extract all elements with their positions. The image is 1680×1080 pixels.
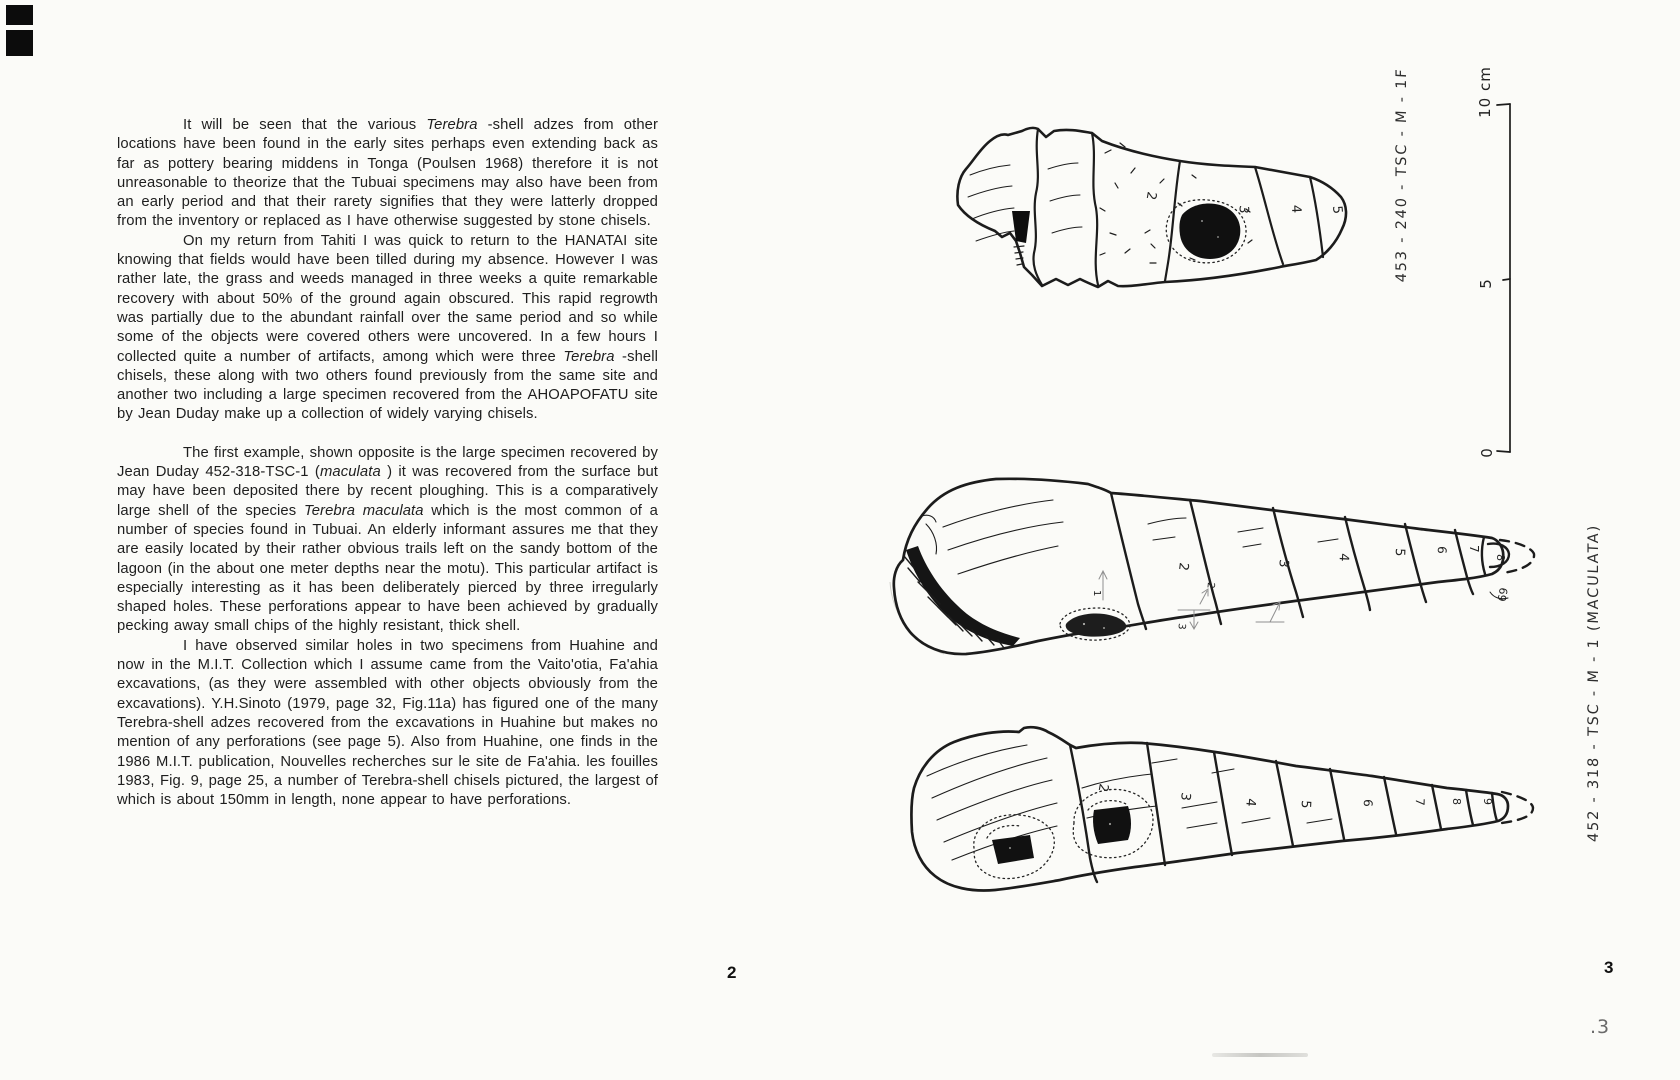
whorl-boundary <box>1384 777 1396 834</box>
scan-edge-mark <box>6 5 33 25</box>
whorl-number: 8 <box>1494 554 1507 561</box>
whorl-boundary <box>1432 785 1441 829</box>
whorl-number: 2 <box>1142 190 1159 202</box>
perforation-hole <box>1093 806 1131 844</box>
suture-line <box>1148 518 1186 524</box>
whorl-number: 2 <box>1175 561 1191 572</box>
pencil-number: 1 <box>1091 590 1102 597</box>
scan-edge-mark <box>6 30 33 56</box>
break-line <box>1092 133 1098 285</box>
whorl-number: 5 <box>1297 799 1313 809</box>
suture-line <box>972 208 1014 219</box>
whorl-boundary <box>1190 500 1221 624</box>
whorl-boundary <box>1276 761 1293 846</box>
scan-smudge <box>1212 1053 1308 1057</box>
specimen-label-bottom: 452 - 318 - TSC - M - 1 (MACULATA) <box>1586 523 1602 843</box>
whorl-boundary <box>1455 530 1473 594</box>
suture-line <box>1082 774 1152 788</box>
shell-figure-bottom <box>852 688 1552 940</box>
suture-line <box>1242 818 1270 823</box>
whorl-number: 3 <box>1177 791 1193 802</box>
whorl-number: 8 <box>1450 798 1463 805</box>
whorl-number: 5 <box>1391 547 1407 557</box>
suture-line <box>948 522 1063 550</box>
shell-outline <box>911 727 1508 890</box>
suture-line <box>1182 802 1217 808</box>
page-number-right: 3 <box>1604 958 1614 977</box>
pencil-number: 3 <box>1175 622 1187 631</box>
whorl-boundary <box>1330 769 1344 839</box>
whorl-boundary <box>1482 537 1485 574</box>
whorl-boundary <box>1310 177 1323 257</box>
shell-figure-middle <box>848 432 1548 682</box>
suture-line <box>1050 195 1080 201</box>
handwritten-page-number: .3 <box>1590 1016 1611 1038</box>
suture-line <box>1048 163 1078 169</box>
whorl-boundary <box>1255 167 1283 264</box>
suture-line <box>944 803 1057 842</box>
shell-figure-top <box>950 113 1360 308</box>
whorl-number: 2 <box>1094 782 1111 794</box>
suture-line <box>968 186 1012 197</box>
whorl-number: 9 <box>1481 798 1494 805</box>
scale-label-10cm: 10 cm <box>1476 66 1494 118</box>
suture-line <box>1152 759 1177 763</box>
body-text <box>117 116 658 810</box>
scale-bar <box>1478 58 1554 470</box>
suture-line <box>937 780 1052 820</box>
suture-line <box>970 165 1010 175</box>
whorl-boundary <box>1466 790 1473 825</box>
suture-line <box>1187 823 1217 828</box>
suture-line <box>1153 537 1175 540</box>
whorl-number: 3 <box>1275 558 1291 569</box>
paragraph: The first example, shown opposite is the large specimen recovered by Jean Duday 452-318-TSC-1 (maculata ) it was recovered from the surface but may have been deposited there by recent ploughing. This is a comparatively large shell of the species Terebra maculata which is the most common of a number of species found in Tubuai. An elderly informant assures me that they are easily located by their rather obvious trails left on the sandy bottom of the lagoon (in the about one meter depths near the motu). This particular artifact is especially interesting as it has been deliberately pierced by three irregularly shaped holes. These perforations appear to have been achieved by gradually pecking away small chips of the highly resistant, thick shell. <box>117 444 658 635</box>
aperture-curl <box>922 515 936 522</box>
pencil-number: 2 <box>1204 581 1216 590</box>
scale-label-0: 0 <box>1478 448 1496 458</box>
perforation-hole <box>1179 203 1240 259</box>
perforation-hole <box>1066 613 1127 636</box>
scale-label-5: 5 <box>1477 279 1495 289</box>
whorl-number: 6 <box>1434 545 1449 555</box>
whorl-number: 3 <box>1235 204 1251 215</box>
whorl-number: 6 <box>1360 798 1375 808</box>
suture-line <box>958 546 1058 574</box>
whorl-number: 4 <box>1335 552 1351 562</box>
perforation-hole <box>992 835 1034 864</box>
tip-note: 69 <box>1494 586 1510 603</box>
suture-line <box>1307 819 1332 823</box>
paragraph: It will be seen that the various Terebra -shell adzes from other locations have been found in the early sites perhaps even extending back as far as pottery bearing middens in Tonga (Poulsen 1968) therefore it is not unreasonable to theorize that the Tubuai specimens may also have been from an early period and that their rarety signifies that they were latterly dropped from the inventory or replaced as I have otherwise suggested by stone chisels. <box>117 117 659 230</box>
break-line <box>1033 129 1042 285</box>
scale-bar-mid-tick <box>1503 279 1510 280</box>
paragraph: I have observed similar holes in two specimens from Huahine and now in the M.I.T. Collection which I assume came from the Vaito'otia, Fa'ahia excavations, (as they were assembled with other objects obviously from the excavations). Y.H.Sinoto (1979, page 32, Fig.11a) has figured one of the many Terebra-shell adzes recovered from the excavations in Huahine but makes no mention of any perforations (see page 5). Also from Huahine, one finds in the 1986 M.I.T. publication, Nouvelles recherches sur le site de Fa'ahia. les fouilles 1983, Fig. 9, page 25, a number of Terebra-shell chisels pictured, the largest of which is about 150mm in length, none appear to have perforations. <box>117 637 658 809</box>
scale-bar-top-tick <box>1497 104 1510 105</box>
whorl-boundary <box>1405 524 1426 602</box>
page-number-left: 2 <box>727 963 737 982</box>
suture-line <box>1212 769 1234 773</box>
specimen-label-top: 453 - 240 - TSC - M - 1F <box>1394 67 1410 283</box>
whorl-number: 4 <box>1242 797 1258 808</box>
suture-line <box>1243 544 1261 547</box>
suture-line <box>1052 227 1082 233</box>
suture-line <box>1318 539 1338 542</box>
whorl-boundary <box>1214 752 1232 855</box>
paragraph: On my return from Tahiti I was quick to return to the HANATAI site knowing that fields would have been tilled during my absence. However I was rather late, the grass and weeds managed in three weeks a quite remarkable recovery with about 50% of the ground again obscured. This rapid regrowth was partially due to the abundant rainfall over the same period and so while some of the objects were covered others were uncovered. In a few hours I collected quite a number of artifacts, among which were three Terebra -shell chisels, these along with two others found previously from the same site and another two including a large specimen recovered from the AHOAPOFATU site by Jean Duday make up a collection of widely varying chisels. <box>117 232 659 423</box>
whorl-boundary <box>1070 745 1097 882</box>
aperture-curl <box>926 524 937 554</box>
whorl-number: 5 <box>1329 205 1345 215</box>
whorl-number: 7 <box>1467 545 1481 553</box>
whorl-number: 4 <box>1288 204 1304 214</box>
whorl-boundary <box>1345 517 1370 610</box>
suture-line <box>943 500 1053 527</box>
suture-line <box>1238 528 1263 532</box>
whorl-boundary <box>1111 493 1146 629</box>
suture-line <box>932 758 1047 798</box>
whorl-number: 7 <box>1412 797 1427 807</box>
